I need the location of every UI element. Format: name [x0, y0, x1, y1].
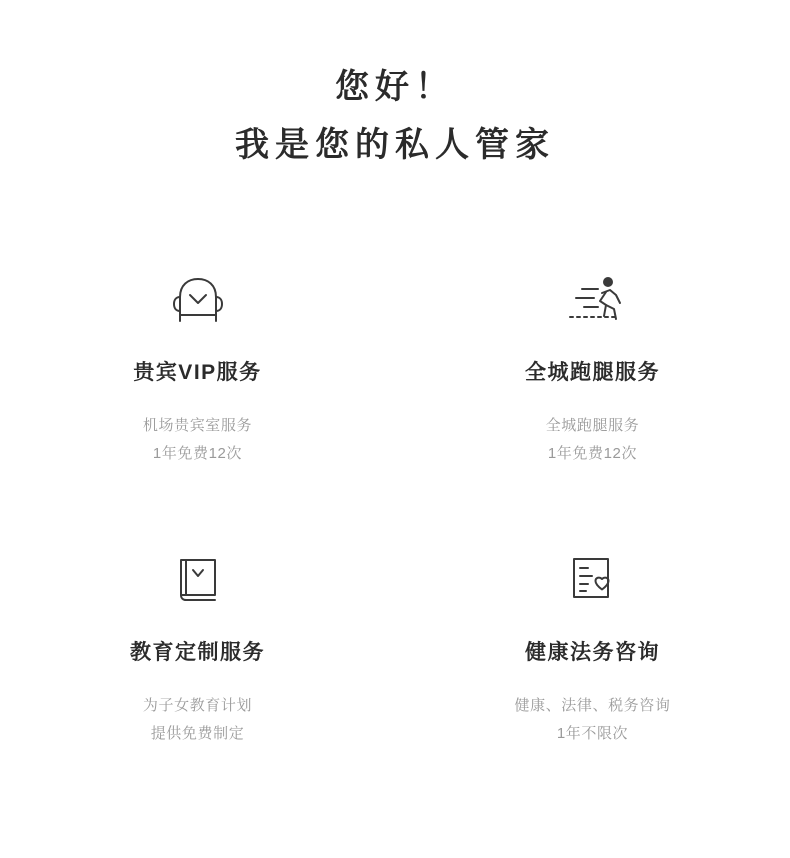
service-description-line-1: 为子女教育计划: [142, 697, 253, 714]
service-description-line-2: 1年不限次: [556, 725, 629, 742]
service-description-line-1: 全城跑腿服务: [545, 417, 640, 434]
service-description-line-1: 健康、法律、税务咨询: [514, 697, 671, 714]
service-description: [514, 692, 670, 748]
service-item-vip: [0, 266, 395, 468]
service-description-line-2: 1年免费12次: [152, 445, 243, 462]
document-heart-icon: [564, 546, 622, 614]
page-header: [0, 0, 790, 174]
service-item-errand: [395, 266, 790, 468]
service-title: 贵宾VIP服务: [133, 361, 262, 384]
running-person-icon: [558, 266, 628, 334]
service-title: 全城跑腿服务: [525, 361, 660, 384]
page-title-line-1: 您好！: [335, 68, 455, 106]
service-title: 教育定制服务: [130, 641, 265, 664]
service-title: 健康法务咨询: [525, 641, 660, 664]
service-description-line-2: 1年免费12次: [547, 445, 638, 462]
page-title-line-2: 我是您的私人管家: [235, 126, 555, 164]
service-description: [546, 412, 640, 468]
armchair-icon: [166, 266, 230, 334]
book-icon: [169, 546, 227, 614]
service-item-education: [0, 546, 395, 748]
services-grid: [0, 266, 790, 748]
service-description: [143, 412, 252, 468]
service-description-line-2: 提供免费制定: [150, 725, 245, 742]
service-item-consulting: [395, 546, 790, 748]
service-description-line-1: 机场贵宾室服务: [142, 417, 253, 434]
service-description: [143, 692, 252, 748]
